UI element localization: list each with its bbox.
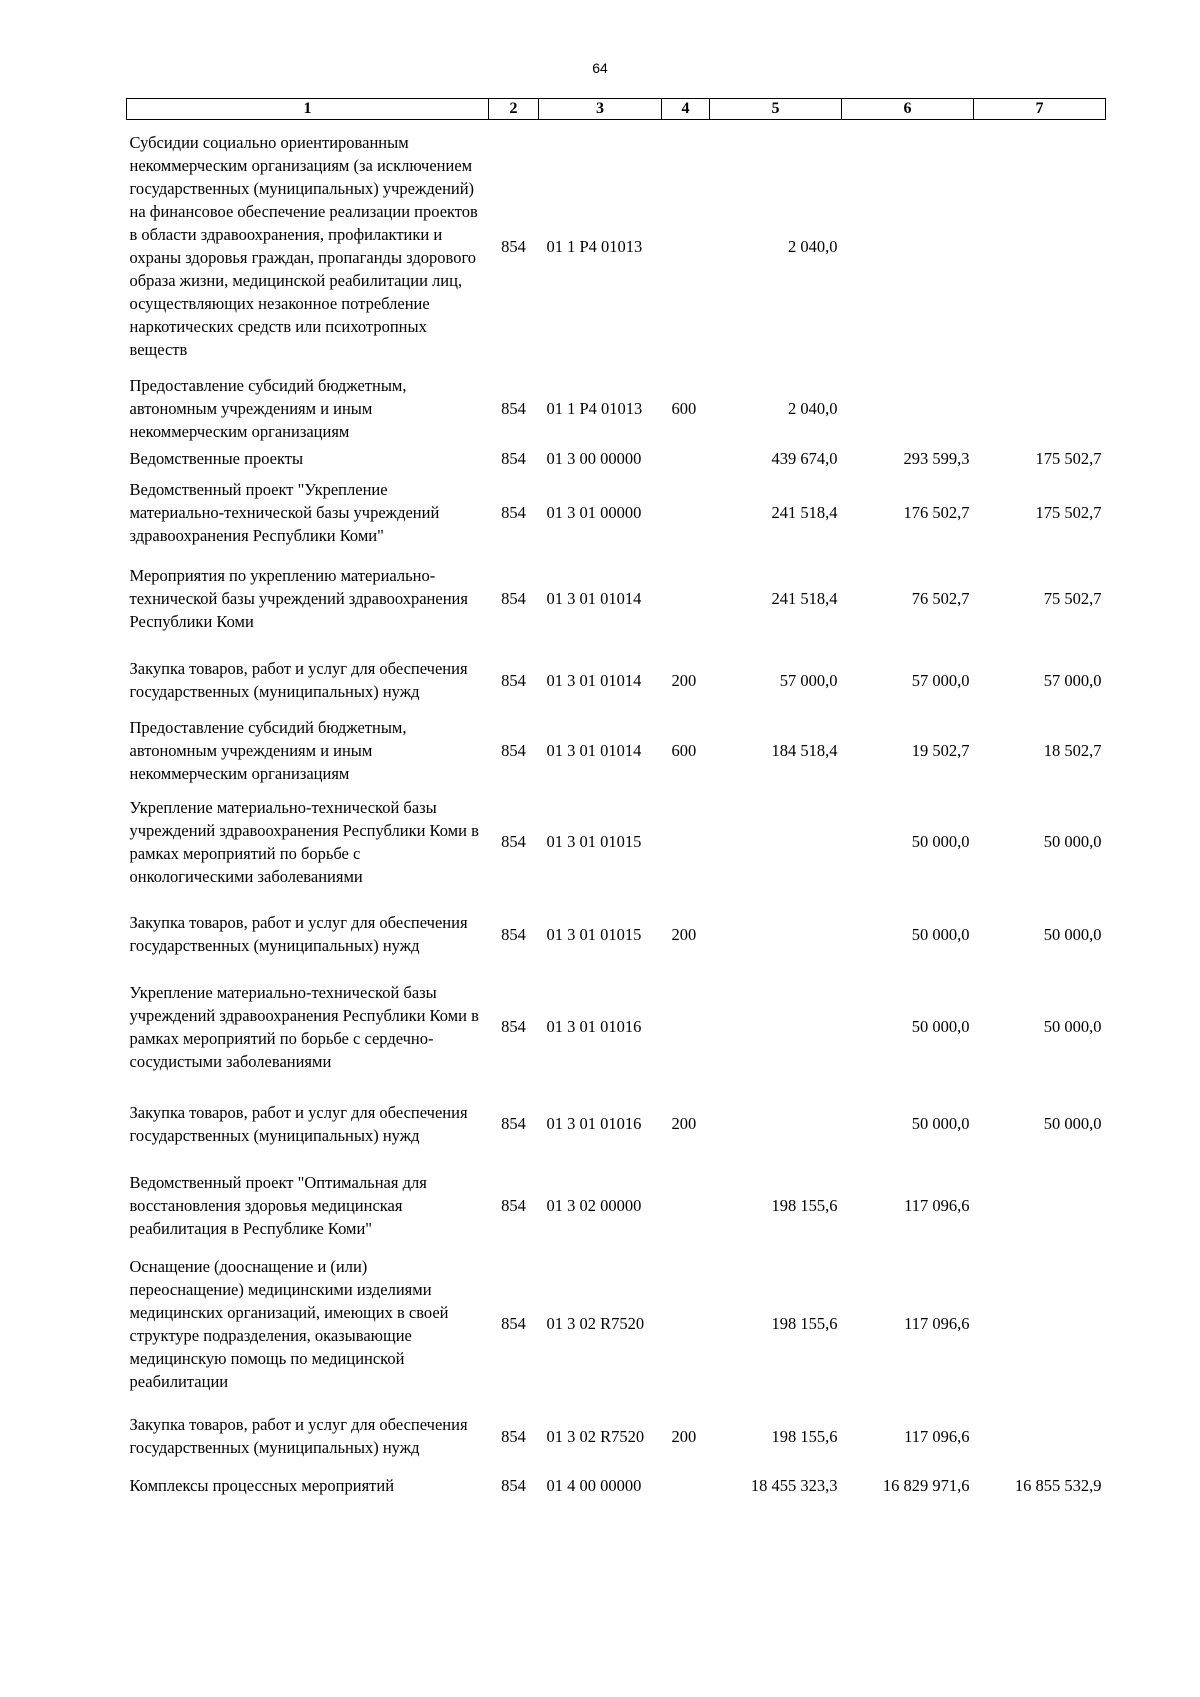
row-ved: 854 [501,832,526,851]
row-value-7 [974,1164,1106,1247]
row-ved: 854 [501,398,526,418]
row-value-7 [974,120,1106,373]
row-value-6: 50 000,0 [911,1114,970,1133]
row-ved: 854 [501,1476,526,1495]
row-csr: 01 1 P4 01013 [546,398,643,418]
row-value-7: 50 000,0 [1043,1017,1102,1036]
row-name: Предоставление субсидий бюджетным, автономным учреждениям и иным некоммерческим организациям [129,375,407,441]
page-number: 64 [592,60,608,76]
table-row [127,970,1106,1084]
table-row [127,553,1106,645]
header-col-6: 6 [842,99,974,120]
row-value-6 [842,120,974,373]
row-ved: 854 [501,1017,526,1036]
table-row [127,645,1106,716]
header-col-5: 5 [710,99,842,120]
table-row [127,1472,1106,1500]
row-vr: 200 [671,670,697,690]
table-header [127,99,1106,120]
row-ved: 854 [501,1314,526,1333]
row-value-7: 18 502,7 [1043,740,1102,760]
row-vr: 600 [671,740,697,760]
row-value-5: 198 155,6 [771,1426,838,1446]
row-value-5: 2 040,0 [788,236,838,256]
table-row [127,444,1106,473]
table-row [127,1164,1106,1247]
row-name: Комплексы процессных мероприятий [129,1476,395,1495]
row-name: Оснащение (дооснащение и (или) переоснащение) медицинскими изделиями медицинских организаций, имеющих в своей структуре подразделения, оказывающие медицинскую помощь по медицинской реабилитации [129,1256,449,1391]
row-name: Укрепление материально-технической базы учреждений здравоохранения Республики Коми в рамках мероприятий по борьбе с онкологическими заболеваниями [129,797,479,886]
row-ved: 854 [501,589,526,608]
row-vr [662,785,710,899]
header-row [127,99,1106,120]
row-value-6: 16 829 971,6 [882,1476,970,1495]
table-row [127,1247,1106,1401]
row-value-7: 50 000,0 [1043,832,1102,851]
row-value-6 [842,373,974,444]
row-value-6: 293 599,3 [903,448,970,468]
row-csr: 01 3 00 00000 [546,448,642,468]
row-value-6: 117 096,6 [904,1314,970,1333]
row-csr: 01 3 01 01016 [546,1114,642,1133]
row-vr: 200 [671,1426,697,1446]
row-value-6: 57 000,0 [911,670,970,690]
row-ved: 854 [501,236,526,256]
header-col-4: 4 [662,99,710,120]
row-value-5 [710,899,842,970]
row-value-6: 117 096,6 [904,1195,970,1215]
row-ved: 854 [501,924,526,944]
row-value-5: 241 518,4 [771,589,838,608]
row-value-5: 18 455 323,3 [750,1476,838,1495]
row-name: Закупка товаров, работ и услуг для обеспечения государственных (муниципальных) нужд [129,1102,468,1145]
row-vr [662,1164,710,1247]
row-value-6: 19 502,7 [911,740,970,760]
row-value-5: 57 000,0 [779,670,838,690]
row-value-7: 175 502,7 [1035,448,1102,468]
row-ved: 854 [501,670,526,690]
row-value-7: 16 855 532,9 [1014,1476,1102,1495]
row-csr: 01 3 02 00000 [546,1195,642,1215]
row-csr: 01 3 01 01015 [546,832,642,851]
row-ved: 854 [501,448,526,468]
table-row [127,1401,1106,1472]
header-col-3: 3 [539,99,662,120]
table-row [127,120,1106,373]
row-value-5: 241 518,4 [771,503,838,522]
row-vr [662,444,710,473]
row-vr: 600 [671,398,697,418]
header-col-7: 7 [974,99,1106,120]
row-vr: 200 [671,924,697,944]
row-name: Мероприятия по укреплению материально-технической базы учреждений здравоохранения Республики Коми [129,566,468,631]
table-row [127,373,1106,444]
row-csr: 01 3 02 R7520 [546,1426,645,1446]
header-col-1: 1 [127,99,489,120]
row-value-7 [974,1247,1106,1401]
row-value-7: 50 000,0 [1043,924,1102,944]
row-value-6: 117 096,6 [904,1426,970,1446]
row-csr: 01 4 00 00000 [546,1476,642,1495]
row-name: Укрепление материально-технической базы учреждений здравоохранения Республики Коми в рамках мероприятий по борьбе с сердечно-сосудистыми заболеваниями [129,982,479,1071]
row-value-6: 50 000,0 [911,1017,970,1036]
table-row [127,785,1106,899]
row-csr: 01 3 01 01014 [546,740,642,760]
row-name: Ведомственный проект "Оптимальная для восстановления здоровья медицинская реабилитация в Республике Коми" [129,1172,427,1238]
row-value-5: 198 155,6 [771,1314,838,1333]
table-body [127,120,1106,1500]
row-name: Закупка товаров, работ и услуг для обеспечения государственных (муниципальных) нужд [129,913,468,955]
budget-table [126,98,1106,1500]
row-name: Ведомственные проекты [129,448,304,468]
row-name: Ведомственный проект "Укрепление материально-технической базы учреждений здравоохранения Республики Коми" [129,480,440,545]
row-value-6: 176 502,7 [903,503,970,522]
row-value-5 [710,970,842,1084]
row-value-7: 75 502,7 [1043,589,1102,608]
table-row [127,716,1106,785]
table-row [127,899,1106,970]
row-vr: 200 [671,1114,697,1133]
row-ved: 854 [501,740,526,760]
row-csr: 01 3 01 01014 [546,589,642,608]
row-vr [662,1247,710,1401]
row-value-7 [974,1401,1106,1472]
header-col-2: 2 [489,99,539,120]
row-value-7: 175 502,7 [1035,503,1102,522]
row-value-5 [710,1084,842,1164]
row-vr [662,553,710,645]
row-vr [662,1472,710,1500]
row-value-5: 184 518,4 [771,740,838,760]
row-value-7: 57 000,0 [1043,670,1102,690]
row-ved: 854 [501,1114,526,1133]
table-row [127,1084,1106,1164]
row-value-7: 50 000,0 [1043,1114,1102,1133]
row-ved: 854 [501,1426,526,1446]
row-name: Закупка товаров, работ и услуг для обеспечения государственных (муниципальных) нужд [129,659,468,701]
row-vr [662,120,710,373]
row-csr: 01 3 02 R7520 [546,1314,645,1333]
row-value-5 [710,785,842,899]
row-name: Закупка товаров, работ и услуг для обеспечения государственных (муниципальных) нужд [129,1415,468,1457]
row-ved: 854 [501,503,526,522]
row-csr: 01 3 01 01015 [546,924,642,944]
row-value-6: 50 000,0 [911,832,970,851]
row-value-5: 2 040,0 [788,398,838,418]
row-value-5: 198 155,6 [771,1195,838,1215]
row-csr: 01 3 01 01016 [546,1017,642,1036]
row-name: Субсидии социально ориентированным некоммерческим организациям (за исключением государственных (муниципальных) учреждений) на финансовое обеспечение реализации проектов в области здравоохранения, профилактики и охраны здоровья граждан, пропаганды здорового образа жизни, медицинской реабилитации лиц, осуществляющих незаконное потребление наркотических средств или психотропных веществ [129,133,478,360]
row-vr [662,473,710,553]
table-row [127,473,1106,553]
row-value-7 [974,373,1106,444]
row-csr: 01 1 P4 01013 [546,236,643,256]
row-value-5: 439 674,0 [771,448,838,468]
row-csr: 01 3 01 00000 [546,503,642,522]
row-csr: 01 3 01 01014 [546,670,642,690]
row-vr [662,970,710,1084]
row-value-6: 50 000,0 [911,924,970,944]
row-name: Предоставление субсидий бюджетным, автономным учреждениям и иным некоммерческим организациям [129,717,407,783]
row-ved: 854 [501,1195,526,1215]
row-value-6: 76 502,7 [911,589,970,608]
